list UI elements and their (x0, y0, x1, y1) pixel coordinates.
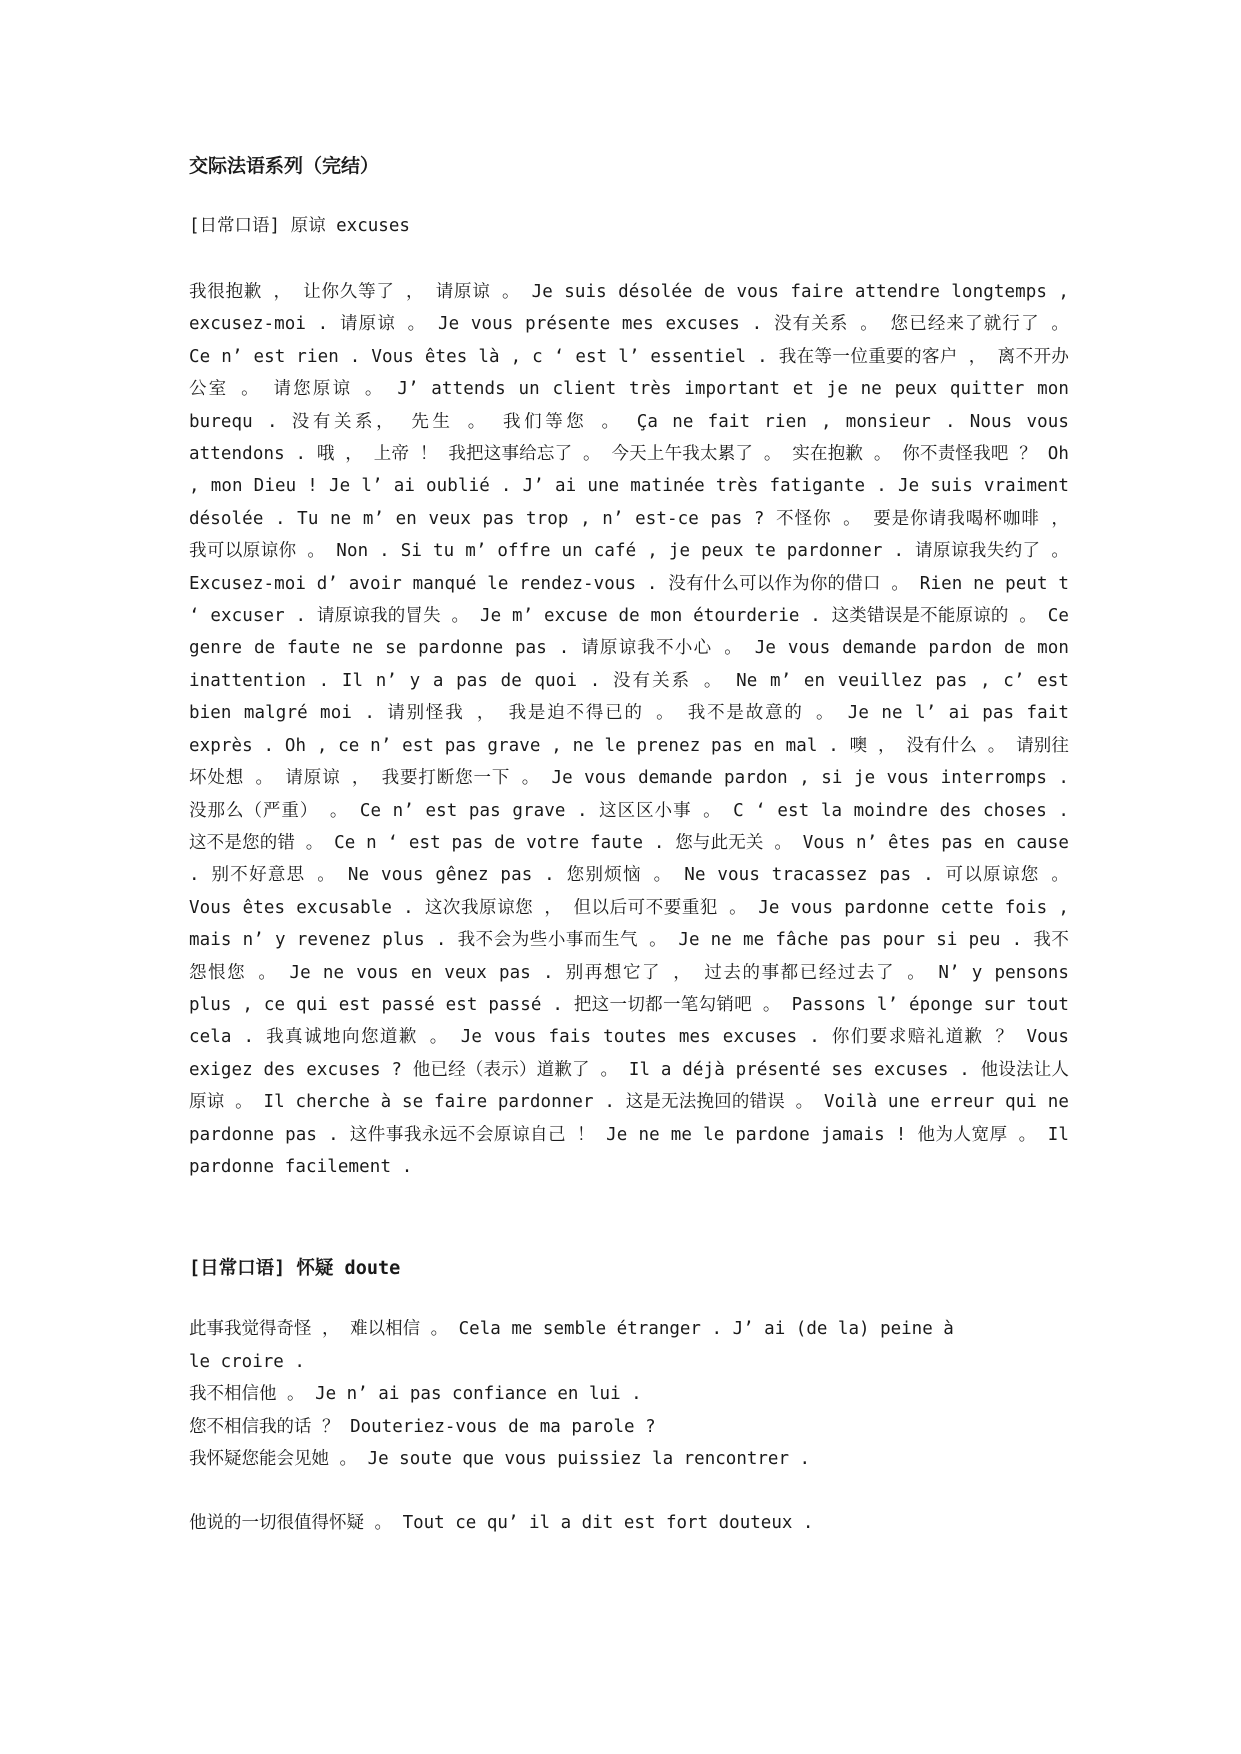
document-title: 交际法语系列（完结） (189, 155, 380, 177)
section-heading-doute: [日常口语] 怀疑 doute (189, 1258, 401, 1280)
section-label-excuses: [日常口语] 原谅 excuses (189, 216, 410, 236)
spacer (189, 1475, 1069, 1507)
doute-line: 此事我觉得奇怪 ， 难以相信 。 Cela me semble étranger . J’ ai (de la) peine à (189, 1319, 954, 1340)
doute-line: le croire . (189, 1351, 305, 1372)
doute-line: 您不相信我的话 ？ Douteriez-vous de ma parole ? (189, 1416, 656, 1437)
doute-line: 我不相信他 。 Je n’ ai pas confiance en lui . (189, 1384, 642, 1405)
doute-line-last: 他说的一切很值得怀疑 。 Tout ce qu’ il a dit est fort douteux . (189, 1513, 814, 1534)
excuses-paragraph: 我很抱歉 ， 让你久等了 ， 请原谅 。 Je suis désolée de vous faire attendre longtemps , excusez-moi . 请原谅 。 Je vous présente mes excuses . 没有关系 。 您已经来了就行了 。 Ce n’ est rien . Vous êtes là , c ‘ est l’ essentiel . 我在等一位重要的客户 ， 离不开办公室 。 请您原谅 。 J’ attends un client très important et je ne peux quitter mon burequ . 没有关系， 先生 。 我们等您 。 Ça ne fait rien , monsieur . Nous vous attendons . 哦 ， 上帝 ！ 我把这事给忘了 。 今天上午我太累了 。 实在抱歉 。 你不责怪我吧 ？ Oh , mon Dieu ! Je l’ ai oublié . J’ ai une matinée très fatigante . Je suis vraiment désolée . Tu ne m’ en veux pas trop , n’ est-ce pas ? 不怪你 。 要是你请我喝杯咖啡 ， 我可以原谅你 。 Non . Si tu m’ offre un café , je peux te pardonner . 请原谅我失约了 。 Excusez-moi d’ avoir manqué le rendez-vous . 没有什么可以作为你的借口 。 Rien ne peut t ‘ excuser . 请原谅我的冒失 。 Je m’ excuse de mon étourderie . 这类错误是不能原谅的 。 Ce genre de faute ne se pardonne pas . 请原谅我不小心 。 Je vous demande pardon de mon inattention . Il n’ y a pas de quoi . 没有关系 。 Ne m’ en veuillez pas , c’ est bien malgré moi . 请别怪我 ， 我是迫不得已的 。 我不是故意的 。 Je ne l’ ai pas fait exprès . Oh , ce n’ est pas grave , ne le prenez pas en mal . 噢 ， 没有什么 。 请别往坏处想 。 请原谅 ， 我要打断您一下 。 Je vous demande pardon , si je vous interromps . 没那么（严重） 。 Ce n’ est pas grave . 这区区小事 。 C ‘ est la moindre des choses . 这不是您的错 。 Ce n ‘ est pas de votre faute . 您与此无关 。 Vous n’ êtes pas en cause . 别不好意思 。 Ne vous gênez pas . 您别烦恼 。 Ne vous tracassez pas . 可以原谅您 。 Vous êtes excusable . 这次我原谅您 ， 但以后可不要重犯 。 Je vous pardonne cette fois , mais n’ y revenez plus . 我不会为些小事而生气 。 Je ne me fâche pas pour si peu . 我不怨恨您 。 Je ne vous en veux pas . 别再想它了 ， 过去的事都已经过去了 。 N’ y pensons plus , ce qui est passé est passé . 把这一切都一笔勾销吧 。 Passons l’ éponge sur tout cela . 我真诚地向您道歉 。 Je vous fais toutes mes excuses . 你们要求赔礼道歉 ？ Vous exigez des excuses ? 他已经（表示）道歉了 。 Il a déjà présenté ses excuses . 他设法让人原谅 。 Il cherche à se faire pardonner . 这是无法挽回的错误 。 Voilà une erreur qui ne pardonne pas . 这件事我永远不会原谅自己 ！ Je ne me le pardone jamais ! 他为人宽厚 。 Il pardonne facilement . (189, 282, 1070, 1177)
doute-lines (189, 1313, 1069, 1539)
doute-line: 我怀疑您能会见她 。 Je soute que vous puissiez la rencontrer . (189, 1449, 811, 1469)
document-page (189, 150, 1069, 1540)
